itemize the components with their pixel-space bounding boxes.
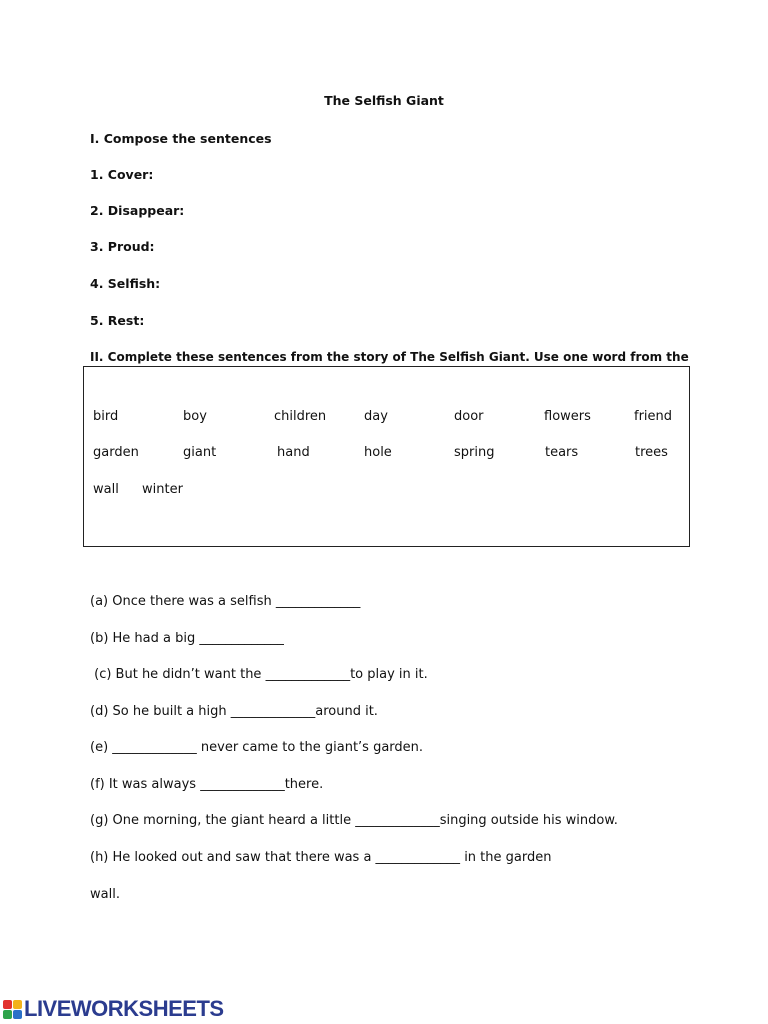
word-bank-item: spring — [454, 445, 495, 460]
sentence-b: (b) He had a big _____________ — [90, 631, 284, 646]
sentence-f: (f) It was always _____________there. — [90, 777, 324, 792]
word-bank-item: giant — [183, 445, 217, 460]
sentence-d: (d) So he built a high _____________around it. — [90, 704, 378, 719]
word-bank-item: tears — [545, 445, 579, 460]
liveworksheets-logo[interactable] — [3, 997, 224, 1021]
section2-heading: II. Complete these sentences from the story of The Selfish Giant. Use one word from the — [90, 350, 689, 364]
logo-square-yellow — [13, 1000, 22, 1009]
word-bank-item: garden — [93, 445, 139, 460]
sentence-a: (a) Once there was a selfish _____________ — [90, 594, 361, 609]
word-bank-item: wall — [93, 482, 119, 497]
liveworksheets-logo-text: LIVEWORKSHEETS — [24, 996, 224, 1021]
word-bank-item: boy — [183, 409, 207, 424]
word-bank-item: day — [364, 409, 388, 424]
word-bank-item: hole — [364, 445, 392, 460]
word-bank-item: friend — [634, 409, 673, 424]
word-bank-box — [83, 366, 690, 547]
sentence-h: (h) He looked out and saw that there was a _____________ in the garden — [90, 850, 552, 865]
compose-item-cover: 1. Cover: — [90, 167, 154, 182]
sentence-e: (e) _____________ never came to the giant’s garden. — [90, 740, 424, 755]
page-title: The Selfish Giant — [324, 93, 444, 108]
liveworksheets-logo-icon — [3, 1000, 22, 1019]
word-bank-item: door — [454, 409, 484, 424]
compose-item-proud: 3. Proud: — [90, 239, 155, 254]
logo-square-green — [3, 1010, 12, 1019]
section1-heading: I. Compose the sentences — [90, 131, 272, 146]
compose-item-disappear: 2. Disappear: — [90, 203, 185, 218]
logo-square-blue — [13, 1010, 22, 1019]
sentence-c: (c) But he didn’t want the _____________to play in it. — [90, 667, 428, 682]
word-bank-item: winter — [142, 482, 183, 497]
compose-item-selfish: 4. Selfish: — [90, 276, 161, 291]
word-bank-item: flowers — [544, 409, 591, 424]
compose-item-rest: 5. Rest: — [90, 313, 145, 328]
sentence-g: (g) One morning, the giant heard a little _____________singing outside his window. — [90, 813, 618, 828]
sentence-h-continuation: wall. — [90, 887, 120, 902]
word-bank-item: children — [274, 409, 327, 424]
word-bank-item: trees — [635, 445, 668, 460]
word-bank-item: bird — [93, 409, 119, 424]
word-bank-item: hand — [277, 445, 310, 460]
logo-square-red — [3, 1000, 12, 1009]
